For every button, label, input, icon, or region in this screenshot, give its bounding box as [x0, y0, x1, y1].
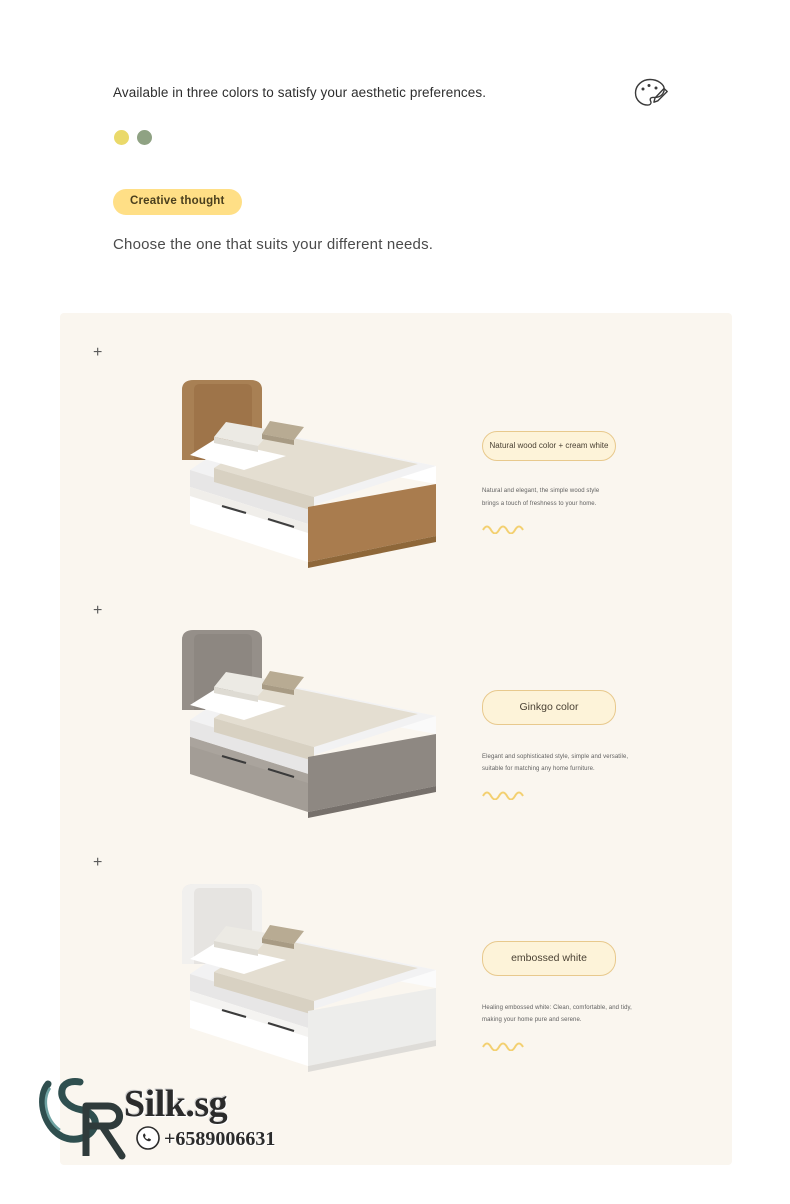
variant-description-line-1: Natural and elegant, the simple wood style [482, 488, 600, 494]
variant-name-pill[interactable]: embossed white [482, 941, 616, 976]
expand-plus-icon[interactable]: + [93, 602, 103, 619]
color-swatches [114, 130, 152, 145]
swatch-green[interactable] [137, 130, 152, 145]
variant-row-natural-wood [60, 338, 732, 598]
expand-plus-icon[interactable]: + [93, 854, 103, 871]
creative-thought-tag: Creative thought [113, 189, 242, 215]
product-variant-panel [60, 313, 732, 1165]
variant-row-embossed-white [60, 848, 732, 1108]
variant-info-embossed-white [482, 848, 712, 1056]
variant-description [482, 1002, 712, 1027]
variant-description-line-2: brings a touch of freshness to your home. [482, 500, 597, 507]
squiggle-divider-icon [482, 1039, 530, 1051]
bed-image-embossed-white [118, 870, 478, 1075]
squiggle-divider-icon [482, 522, 530, 534]
swatch-yellow[interactable] [114, 130, 129, 145]
subheadline: Choose the one that suits your different needs. [113, 236, 434, 253]
variant-name-pill[interactable]: Ginkgo color [482, 690, 616, 725]
bed-image-natural-wood [118, 366, 478, 571]
variant-description-line-1: Elegant and sophisticated style, simple and versatile, [482, 753, 629, 760]
variant-description-line-2: making your home pure and serene. [482, 1017, 582, 1024]
intro-block [113, 84, 673, 103]
variant-info-ginkgo [482, 596, 712, 805]
variant-description-line-1: Healing embossed white: Clean, comfortable, and tidy, [482, 1004, 632, 1011]
watermark-phone: +6589006631 [164, 1128, 276, 1150]
squiggle-divider-icon [482, 788, 530, 800]
watermark-brand: Silk.sg [124, 1083, 228, 1125]
variant-description [482, 751, 712, 776]
expand-plus-icon[interactable]: + [93, 344, 103, 361]
palette-icon [630, 74, 670, 114]
variant-description-line-2: suitable for matching any home furniture. [482, 766, 595, 773]
variant-description [482, 485, 712, 510]
variant-row-ginkgo [60, 596, 732, 848]
variant-info-natural-wood [482, 338, 712, 539]
intro-headline: Available in three colors to satisfy your aesthetic preferences. [113, 85, 487, 100]
variant-name-pill[interactable]: Natural wood color + cream white [482, 431, 616, 461]
bed-image-ginkgo [118, 616, 478, 821]
